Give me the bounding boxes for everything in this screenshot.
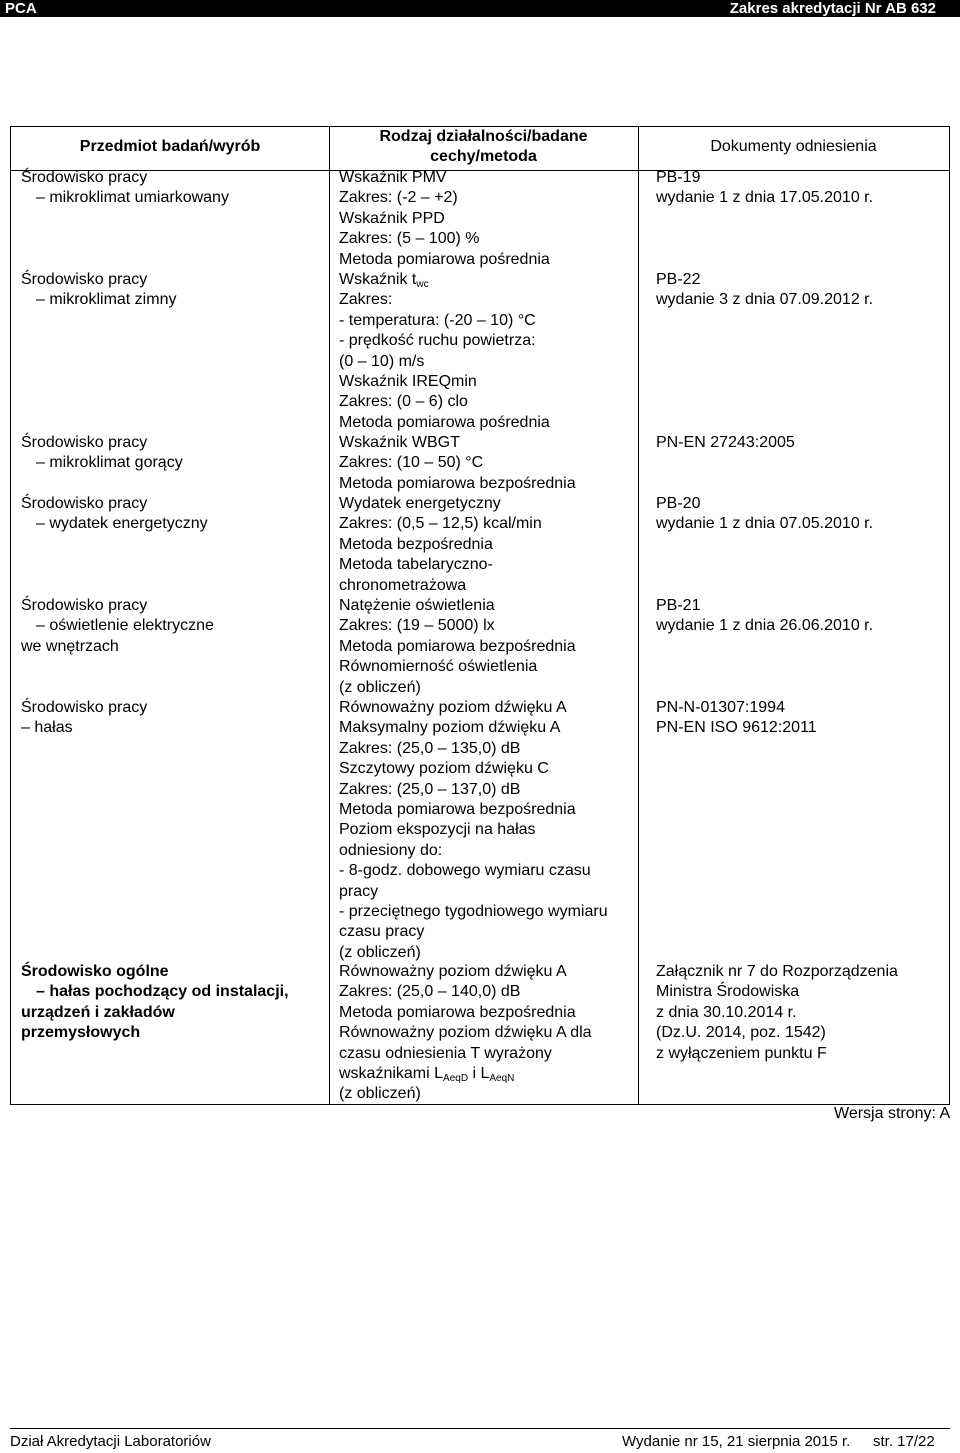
document-header-bar (0, 0, 960, 17)
footer-divider (10, 1428, 950, 1429)
footer-issue: Wydanie nr 15, 21 sierpnia 2015 r. (622, 1433, 851, 1450)
row-method: Wskaźnik WBGT Zakres: (10 – 50) °C Metoda pomiarowa bezpośrednia (339, 434, 576, 492)
column-divider (638, 127, 639, 1104)
header-subject: Przedmiot badań/wyrób (79, 138, 261, 155)
row-method: Wskaźnik PMV Zakres: (-2 – +2) Wskaźnik PPD Zakres: (5 – 100) % Metoda pomiarowa pośrednia (339, 169, 550, 268)
row-documents: PB-20 wydanie 1 z dnia 07.05.2010 r. (656, 495, 874, 533)
row-subject: Środowisko pracy – hałas (21, 699, 148, 737)
row-subject: Środowisko pracy – mikroklimat umiarkowany (21, 169, 229, 207)
footer-page-number: str. 17/22 (873, 1433, 935, 1450)
page-version: Wersja strony: A (834, 1105, 951, 1122)
row-documents: PB-21 wydanie 1 z dnia 26.06.2010 r. (656, 597, 874, 635)
footer-department: Dział Akredytacji Laboratoriów (10, 1433, 211, 1450)
row-subject: Środowisko ogólne – hałas pochodzący od instalacji, urządzeń i zakładów przemysłowych (21, 963, 289, 1042)
header-documents: Dokumenty odniesienia (710, 138, 877, 155)
row-method: Równoważny poziom dźwięku A Zakres: (25,0 – 140,0) dB Metoda pomiarowa bezpośrednia Równoważny poziom dźwięku A dla czasu odniesienia T wyrażony wskaźnikami $L_{AeqD}$ i $L_{AeqN}$ (z obliczeń) (339, 963, 592, 1103)
row-documents: PB-19 wydanie 1 z dnia 17.05.2010 r. (656, 169, 874, 207)
row-documents: PB-22 wydanie 3 z dnia 07.09.2012 r. (656, 271, 874, 309)
header-method: Rodzaj działalności/badane cechy/metoda (379, 128, 588, 166)
row-documents: Załącznik nr 7 do Rozporządzenia Ministra Środowiska z dnia 30.10.2014 r. (Dz.U. 2014, poz. 1542) z wyłączeniem punktu F (656, 963, 898, 1062)
row-subject: Środowisko pracy – mikroklimat gorący (21, 434, 183, 472)
scope-table (10, 126, 950, 1105)
header-org-label: PCA (5, 0, 37, 17)
header-document-title: Zakres akredytacji Nr AB 632 (729, 0, 936, 17)
row-documents: PN-N-01307:1994 PN-EN ISO 9612:2011 (656, 699, 817, 737)
row-method: Wskaźnik $t_{wc}$ Zakres: - temperatura: (-20 – 10) °C - prędkość ruchu powietrza: (0 – 10) m/s Wskaźnik IREQmin Zakres: (0 – 6) clo Metoda pomiarowa pośrednia (339, 271, 550, 431)
row-subject: Środowisko pracy – oświetlenie elektryczne we wnętrzach (21, 597, 214, 655)
column-divider (329, 127, 330, 1104)
row-documents: PN-EN 27243:2005 (656, 434, 795, 451)
row-subject: Środowisko pracy – wydatek energetyczny (21, 495, 208, 533)
row-subject: Środowisko pracy – mikroklimat zimny (21, 271, 177, 309)
row-method: Natężenie oświetlenia Zakres: (19 – 5000) lx Metoda pomiarowa bezpośrednia Równomierność oświetlenia (z obliczeń) (339, 597, 576, 696)
row-method: Równoważny poziom dźwięku A Maksymalny poziom dźwięku A Zakres: (25,0 – 135,0) dB Szczytowy poziom dźwięku C Zakres: (25,0 – 137,0) dB Metoda pomiarowa bezpośrednia Poziom ekspozycji na hałas odniesiony do: - 8-godz. dobowego wymiaru czasu pracy - przeciętnego tygodniowego wymiaru czasu pracy (z obliczeń) (339, 699, 608, 961)
row-method: Wydatek energetyczny Zakres: (0,5 – 12,5) kcal/min Metoda bezpośrednia Metoda tabelaryczno- chronometrażowa (339, 495, 542, 594)
